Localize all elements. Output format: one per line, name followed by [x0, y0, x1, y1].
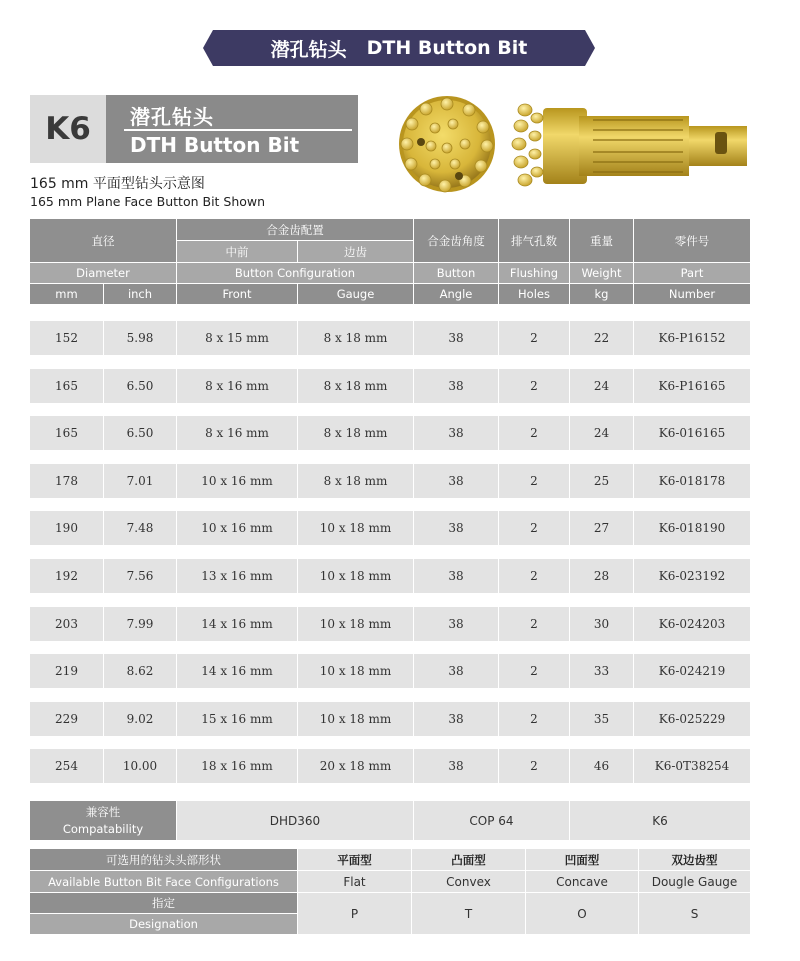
cell-part-number: K6-016165 — [634, 416, 750, 450]
cell-part-number: K6-P16165 — [634, 369, 750, 403]
cell-weight: 22 — [570, 321, 633, 355]
cell-gauge: 8 x 18 mm — [298, 416, 413, 450]
cell-inch: 10.00 — [104, 749, 176, 783]
designation-label-en: Designation — [30, 914, 297, 934]
cell-front: 8 x 15 mm — [177, 321, 297, 355]
cell-mm: 219 — [30, 654, 103, 688]
cell-gauge: 10 x 18 mm — [298, 654, 413, 688]
cell-inch: 7.56 — [104, 559, 176, 593]
header-angle-unit: Angle — [414, 284, 498, 304]
cell-front: 14 x 16 mm — [177, 607, 297, 641]
header-inch: inch — [104, 284, 176, 304]
cell-inch: 7.01 — [104, 464, 176, 498]
header-config-en: Button Configuration — [177, 263, 413, 283]
model-title-cn: 潜孔钻头 — [130, 105, 214, 129]
cell-holes: 2 — [499, 559, 569, 593]
cell-inch: 8.62 — [104, 654, 176, 688]
title-divider — [124, 129, 352, 131]
compat-label-en: Compatability — [62, 821, 144, 836]
cell-angle: 38 — [414, 607, 498, 641]
cell-part-number: K6-024203 — [634, 607, 750, 641]
cell-mm: 192 — [30, 559, 103, 593]
face-type-en: Concave — [526, 871, 638, 892]
cell-weight: 24 — [570, 369, 633, 403]
cell-weight: 27 — [570, 511, 633, 545]
cell-inch: 6.50 — [104, 416, 176, 450]
header-angle-en: Button — [414, 263, 498, 283]
cell-front: 13 x 16 mm — [177, 559, 297, 593]
cell-part-number: K6-024219 — [634, 654, 750, 688]
cell-part-number: K6-0T38254 — [634, 749, 750, 783]
cell-mm: 165 — [30, 416, 103, 450]
face-type-code: T — [412, 893, 525, 934]
header-holes-unit: Holes — [499, 284, 569, 304]
cell-inch: 7.99 — [104, 607, 176, 641]
cell-front: 14 x 16 mm — [177, 654, 297, 688]
compat-value-3: K6 — [570, 801, 750, 840]
cell-angle: 38 — [414, 321, 498, 355]
banner-title-cn: 潜孔钻头 — [270, 38, 347, 61]
cell-mm: 203 — [30, 607, 103, 641]
face-type-en: Dougle Gauge — [639, 871, 750, 892]
header-front-en: Front — [177, 284, 297, 304]
cell-mm: 254 — [30, 749, 103, 783]
cell-angle: 38 — [414, 559, 498, 593]
faces-label-cn: 可选用的钻头头部形状 — [30, 849, 297, 870]
header-weight-cn: 重量 — [570, 219, 633, 262]
cell-mm: 178 — [30, 464, 103, 498]
face-type-code: S — [639, 893, 750, 934]
face-type-code: P — [298, 893, 411, 934]
header-weight-unit: kg — [570, 284, 633, 304]
top-banner — [203, 30, 595, 66]
cell-weight: 24 — [570, 416, 633, 450]
cell-holes: 2 — [499, 511, 569, 545]
cell-front: 10 x 16 mm — [177, 464, 297, 498]
model-badge: K6 — [30, 95, 106, 163]
banner-title-en: DTH Button Bit — [366, 37, 528, 59]
cell-front: 10 x 16 mm — [177, 511, 297, 545]
cell-mm: 165 — [30, 369, 103, 403]
cell-weight: 35 — [570, 702, 633, 736]
cell-inch: 7.48 — [104, 511, 176, 545]
cell-weight: 33 — [570, 654, 633, 688]
cell-weight: 25 — [570, 464, 633, 498]
model-title — [106, 95, 358, 163]
cell-inch: 5.98 — [104, 321, 176, 355]
cell-angle: 38 — [414, 702, 498, 736]
model-title-en: DTH Button Bit — [130, 133, 300, 157]
cell-holes: 2 — [499, 369, 569, 403]
cell-angle: 38 — [414, 511, 498, 545]
cell-angle: 38 — [414, 464, 498, 498]
header-diameter-cn: 直径 — [30, 219, 176, 262]
header-diameter-en: Diameter — [30, 263, 176, 283]
cell-mm: 190 — [30, 511, 103, 545]
cell-inch: 9.02 — [104, 702, 176, 736]
header-holes-cn: 排气孔数 — [499, 219, 569, 262]
header-gauge-en: Gauge — [298, 284, 413, 304]
header-gauge-cn: 边齿 — [298, 241, 413, 262]
cell-gauge: 8 x 18 mm — [298, 464, 413, 498]
cell-front: 15 x 16 mm — [177, 702, 297, 736]
face-type-en: Convex — [412, 871, 525, 892]
cell-holes: 2 — [499, 749, 569, 783]
cell-weight: 30 — [570, 607, 633, 641]
cell-holes: 2 — [499, 464, 569, 498]
header-part-en: Part — [634, 263, 750, 283]
cell-front: 18 x 16 mm — [177, 749, 297, 783]
cell-angle: 38 — [414, 654, 498, 688]
cell-gauge: 20 x 18 mm — [298, 749, 413, 783]
header-holes-en: Flushing — [499, 263, 569, 283]
cell-gauge: 8 x 18 mm — [298, 321, 413, 355]
cell-angle: 38 — [414, 369, 498, 403]
cell-gauge: 10 x 18 mm — [298, 559, 413, 593]
cell-gauge: 10 x 18 mm — [298, 702, 413, 736]
caption-en: 165 mm Plane Face Button Bit Shown — [30, 194, 266, 209]
cell-weight: 46 — [570, 749, 633, 783]
caption-cn: 165 mm 平面型钻头示意图 — [30, 176, 205, 192]
cell-inch: 6.50 — [104, 369, 176, 403]
cell-gauge: 10 x 18 mm — [298, 607, 413, 641]
cell-part-number: K6-P16152 — [634, 321, 750, 355]
cell-part-number: K6-018190 — [634, 511, 750, 545]
face-type-cn: 凹面型 — [526, 849, 638, 870]
compat-label — [30, 801, 176, 840]
header-mm: mm — [30, 284, 103, 304]
compat-value-2: COP 64 — [414, 801, 569, 840]
cell-front: 8 x 16 mm — [177, 369, 297, 403]
designation-label-cn: 指定 — [30, 893, 297, 913]
cell-mm: 152 — [30, 321, 103, 355]
cell-holes: 2 — [499, 321, 569, 355]
face-type-cn: 双边齿型 — [639, 849, 750, 870]
cell-weight: 28 — [570, 559, 633, 593]
bit-side-view — [512, 104, 747, 186]
cell-part-number: K6-025229 — [634, 702, 750, 736]
cell-holes: 2 — [499, 654, 569, 688]
header-weight-en: Weight — [570, 263, 633, 283]
compat-value-1: DHD360 — [177, 801, 413, 840]
cell-holes: 2 — [499, 607, 569, 641]
cell-holes: 2 — [499, 416, 569, 450]
button-bit-illustration — [393, 94, 753, 198]
header-part-cn: 零件号 — [634, 219, 750, 262]
face-type-cn: 平面型 — [298, 849, 411, 870]
cell-mm: 229 — [30, 702, 103, 736]
bit-face-view — [399, 96, 495, 192]
cell-front: 8 x 16 mm — [177, 416, 297, 450]
face-type-en: Flat — [298, 871, 411, 892]
face-type-cn: 凸面型 — [412, 849, 525, 870]
cell-angle: 38 — [414, 416, 498, 450]
header-config-cn: 合金齿配置 — [177, 219, 413, 240]
cell-gauge: 10 x 18 mm — [298, 511, 413, 545]
face-type-code: O — [526, 893, 638, 934]
cell-gauge: 8 x 18 mm — [298, 369, 413, 403]
compat-label-cn: 兼容性 — [85, 804, 121, 819]
cell-holes: 2 — [499, 702, 569, 736]
header-part-unit: Number — [634, 284, 750, 304]
cell-angle: 38 — [414, 749, 498, 783]
cell-part-number: K6-023192 — [634, 559, 750, 593]
faces-label-en: Available Button Bit Face Configurations — [30, 871, 297, 892]
header-angle-cn: 合金齿角度 — [414, 219, 498, 262]
cell-part-number: K6-018178 — [634, 464, 750, 498]
header-front-cn: 中前 — [177, 241, 297, 262]
